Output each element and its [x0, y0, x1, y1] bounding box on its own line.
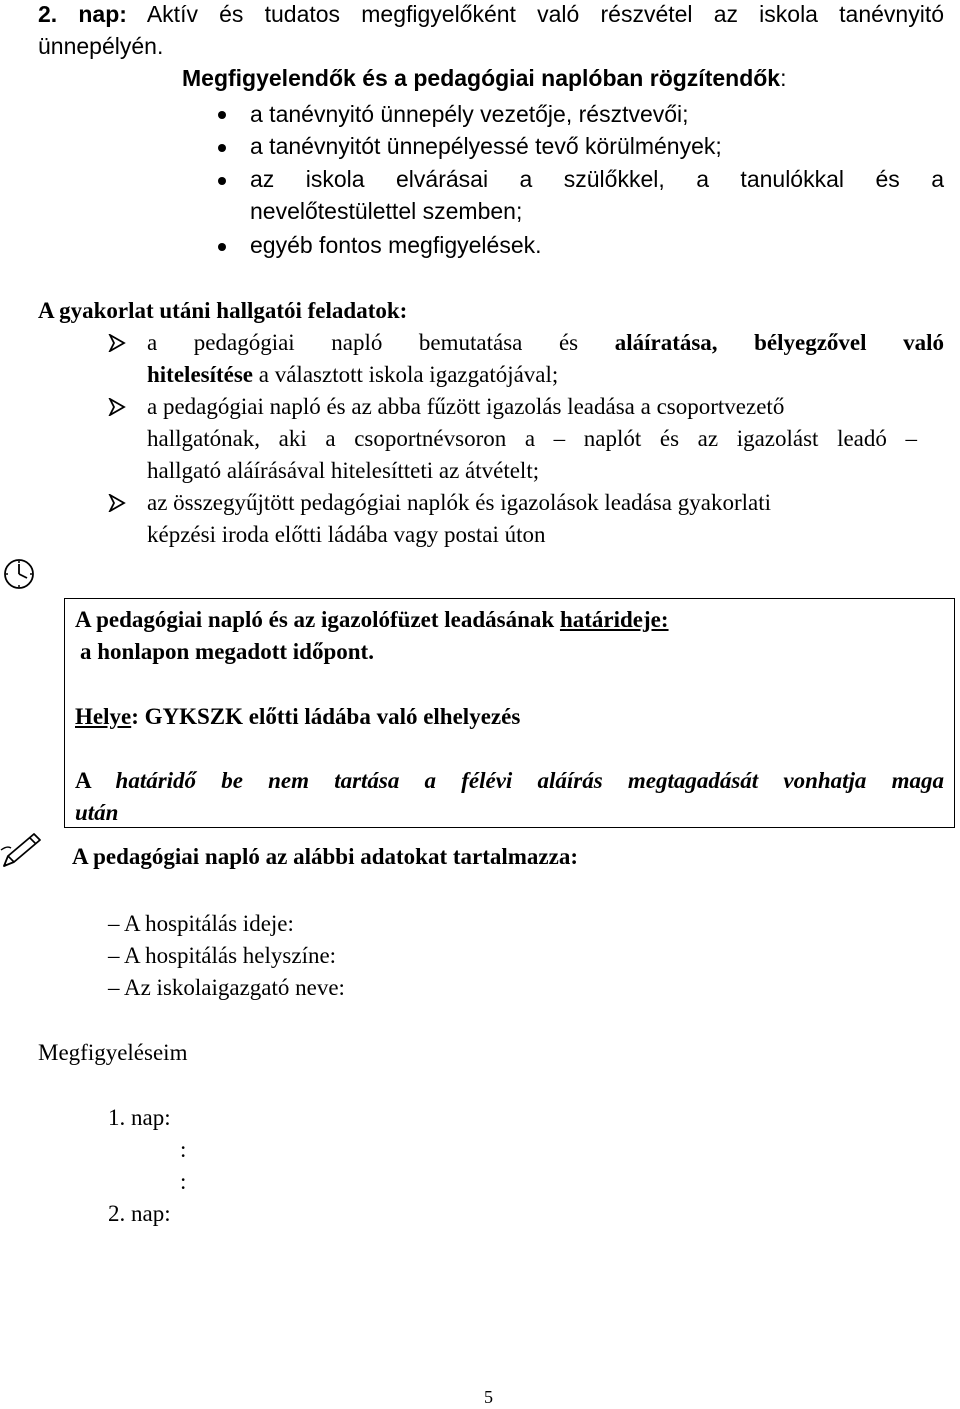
ellipsis-colon: :: [180, 1137, 187, 1162]
intro-text: Aktív és tudatos megfigyelőként való részvétel az iskola tanévnyitó: [146, 1, 945, 27]
intro-line-1: [38, 0, 944, 30]
intro-line-2: ünnepélyén.: [38, 33, 164, 59]
bullet-item-continued: nevelőtestülettel szemben;: [250, 198, 523, 224]
arrow-bullet-icon: [108, 494, 126, 512]
task-item-2-line-3: hallgató aláírásával hitelesítteti az átvételt;: [147, 458, 540, 483]
day-2-label: 2. nap:: [108, 1201, 171, 1226]
pen-icon: [0, 830, 46, 870]
arrow-bullet-icon: [108, 334, 126, 352]
bullet-icon: [218, 144, 226, 152]
contents-heading: A pedagógiai napló az alábbi adatokat tartalmazza:: [72, 844, 579, 869]
observations-heading: Megfigyeléseim: [38, 1040, 188, 1065]
task-item-2-line-2: hallgatónak, aki a csoportnévsoron a – naplót és az igazolást leadó –: [147, 426, 917, 451]
bullet-icon: [218, 111, 226, 119]
day-1-label: 1. nap:: [108, 1105, 171, 1130]
bullet-item: az iskola elvárásai a szülőkkel, a tanulókkal és a: [250, 166, 944, 192]
bullet-item: a tanévnyitó ünnepély vezetője, résztvevői;: [250, 101, 689, 127]
contents-field: – A hospitálás ideje:: [108, 911, 294, 936]
task-item-1-line-1: a pedagógiai napló bemutatása és aláíratása, bélyegzővel való: [147, 330, 944, 355]
day-label: 2. nap:: [38, 1, 127, 27]
contents-field: – A hospitálás helyszíne:: [108, 943, 337, 968]
task-item-3-line-1: az összegyűjtött pedagógiai naplók és igazolások leadása gyakorlati: [147, 490, 771, 515]
page-number: 5: [484, 1387, 493, 1407]
bullet-icon: [218, 177, 226, 185]
warning-line-2: után: [75, 800, 119, 825]
bullet-item: egyéb fontos megfigyelések.: [250, 232, 542, 258]
deadline-line-2: a honlapon megadott időpont.: [80, 639, 374, 664]
clock-icon: [2, 557, 36, 591]
task-item-2-line-1: a pedagógiai napló és az abba fűzött igazolás leadása a csoportvezető: [147, 394, 785, 419]
place-line: Helye: GYKSZK előtti ládába való elhelyezés: [75, 704, 521, 729]
contents-field: – Az iskolaigazgató neve:: [108, 975, 345, 1000]
deadline-line-1: A pedagógiai napló és az igazolófüzet leadásának határideje:: [75, 607, 669, 632]
arrow-bullet-icon: [108, 398, 126, 416]
warning-line-1: A határidő be nem tartása a félévi aláírás megtagadását vonhatja maga: [75, 768, 945, 793]
tasks-heading: A gyakorlat utáni hallgatói feladatok:: [38, 298, 408, 323]
observation-heading: Megfigyelendők és a pedagógiai naplóban rögzítendők:: [182, 65, 787, 91]
ellipsis-colon: :: [180, 1169, 187, 1194]
bullet-item: a tanévnyitót ünnepélyessé tevő körülmények;: [250, 133, 722, 159]
bullet-icon: [218, 243, 226, 251]
task-item-1-line-2: hitelesítése a választott iskola igazgatójával;: [147, 362, 559, 387]
task-item-3-line-2: képzési iroda előtti ládába vagy postai úton: [147, 522, 546, 547]
